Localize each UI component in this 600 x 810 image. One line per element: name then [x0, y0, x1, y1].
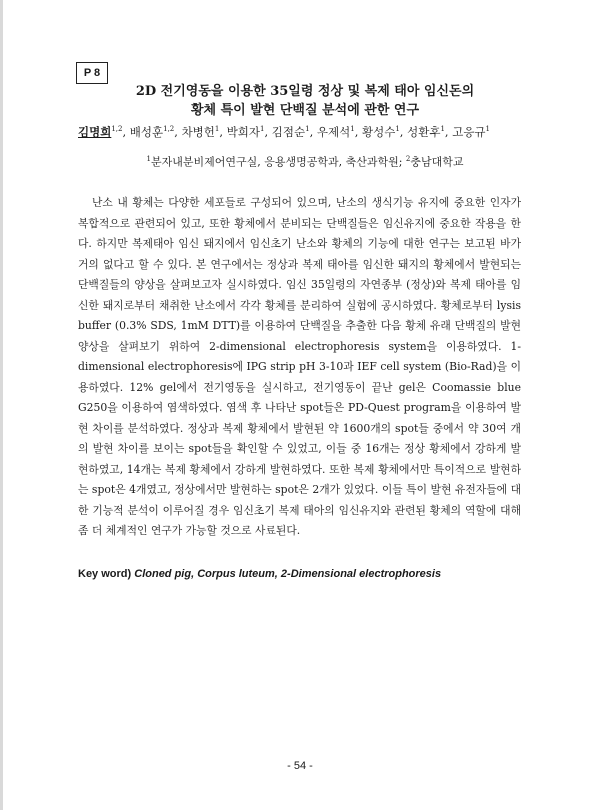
author: 김명희$^{1,2}$	[78, 124, 123, 139]
paper-title	[80, 82, 530, 120]
author: 황성수$^1$	[362, 124, 400, 139]
keywords-value: Cloned pig, Corpus luteum, 2-Dimensional electrophoresis	[134, 568, 442, 580]
title-line-2: 황체 특이 발현 단백질 분석에 관한 연구	[190, 103, 420, 118]
keywords	[78, 566, 528, 582]
author: 배성훈$^{1,2}$	[129, 124, 175, 139]
page-edge	[0, 0, 3, 810]
author: 우제석$^1$	[316, 124, 355, 139]
page-number: - 54 -	[287, 760, 313, 772]
affiliation: $^1$분자내분비제어연구실, 응용생명공학과, 축산과학원; $^2$충남대학교	[146, 155, 464, 169]
session-code-box: P 8	[76, 62, 108, 84]
author: 차병헌$^1$	[181, 124, 220, 139]
author-list: 김명희$^{1,2}$, 배성훈$^{1,2}$, 차병헌$^1$, 박희자$^1$, 김점순$^1$, 우제석$^1$, 황성수$^1$, 성환후$^1$, 고응규$^1$	[78, 124, 491, 139]
abstract-body: 난소 내 황체는 다양한 세포들로 구성되어 있으며, 난소의 생식기능 유지에 중요한 인자가 복합적으로 관련되어 있고, 또한 황체에서 분비되는 단백질들은 임신유지에 중요한 작용을 한다. 하지만 복제태아 임신 돼지에서 임신초기 난소와 황체의 기능에 대한 연구는 보고된 바가 거의 없다고 할 수 있다. 본 연구에서는 정상과 복제 태아를 임신한 돼지의 황체에서 발현되는 단백질들의 양상을 살펴보고자 실시하였다. 임신 35일령의 자연종부 (정상)와 복제 태아를 임신한 돼지로부터 채취한 난소에서 각각 황체를 분리하여 실험에 공시하였다. 황체로부터 lysis buffer (0.3% SDS, 1mM DTT)를 이용하여 단백질을 추출한 다음 황체 유래 단백질의 발현 양상을 살펴보기 위하여 2-dimensional electrophoresis system을 이용하였다. 1-dimensional electrophoresis에 IPG strip pH 3-10과 IEF cell system (Bio-Rad)을 이용하였다. 12% gel에서 전기영동을 실시하고, 전기영동이 끝난 gel은 Coomassie blue G250을 이용하여 염색하였다. 염색 후 나타난 spot들은 PD-Quest program을 이용하여 발현 차이를 분석하였다. 정상과 복제 황체에서 발현된 약 1600개의 spot들 중에서 약 30여 개의 발현 차이를 보이는 spot들을 확인할 수 있었고, 이들 중 16개는 정상 황체에서 강하게 발현하였고, 14개는 복제 황체에서 강하게 발현하였다. 또한 복제 황체에서만 특이적으로 발현하는 spot은 4개였고, 정상에서만 발현하는 spot은 2개가 있었다. 이들 특이 발현 유전자들에 대한 기능적 분석이 이루어질 경우 임신초기 복제 태아의 임신유지와 관련된 황체의 역할에 대해 좀 더 체계적인 연구가 가능할 것으로 사료된다.	[78, 196, 521, 537]
keywords-label: Key word)	[78, 568, 132, 580]
author: 고응규$^1$	[452, 124, 491, 139]
author: 박희자$^1$	[226, 124, 265, 139]
author: 성환후$^1$	[407, 124, 445, 139]
title-line-1: 2D 전기영동을 이용한 35일령 정상 및 복제 태아 임신돈의	[135, 84, 475, 99]
author: 김점순$^1$	[271, 124, 310, 139]
